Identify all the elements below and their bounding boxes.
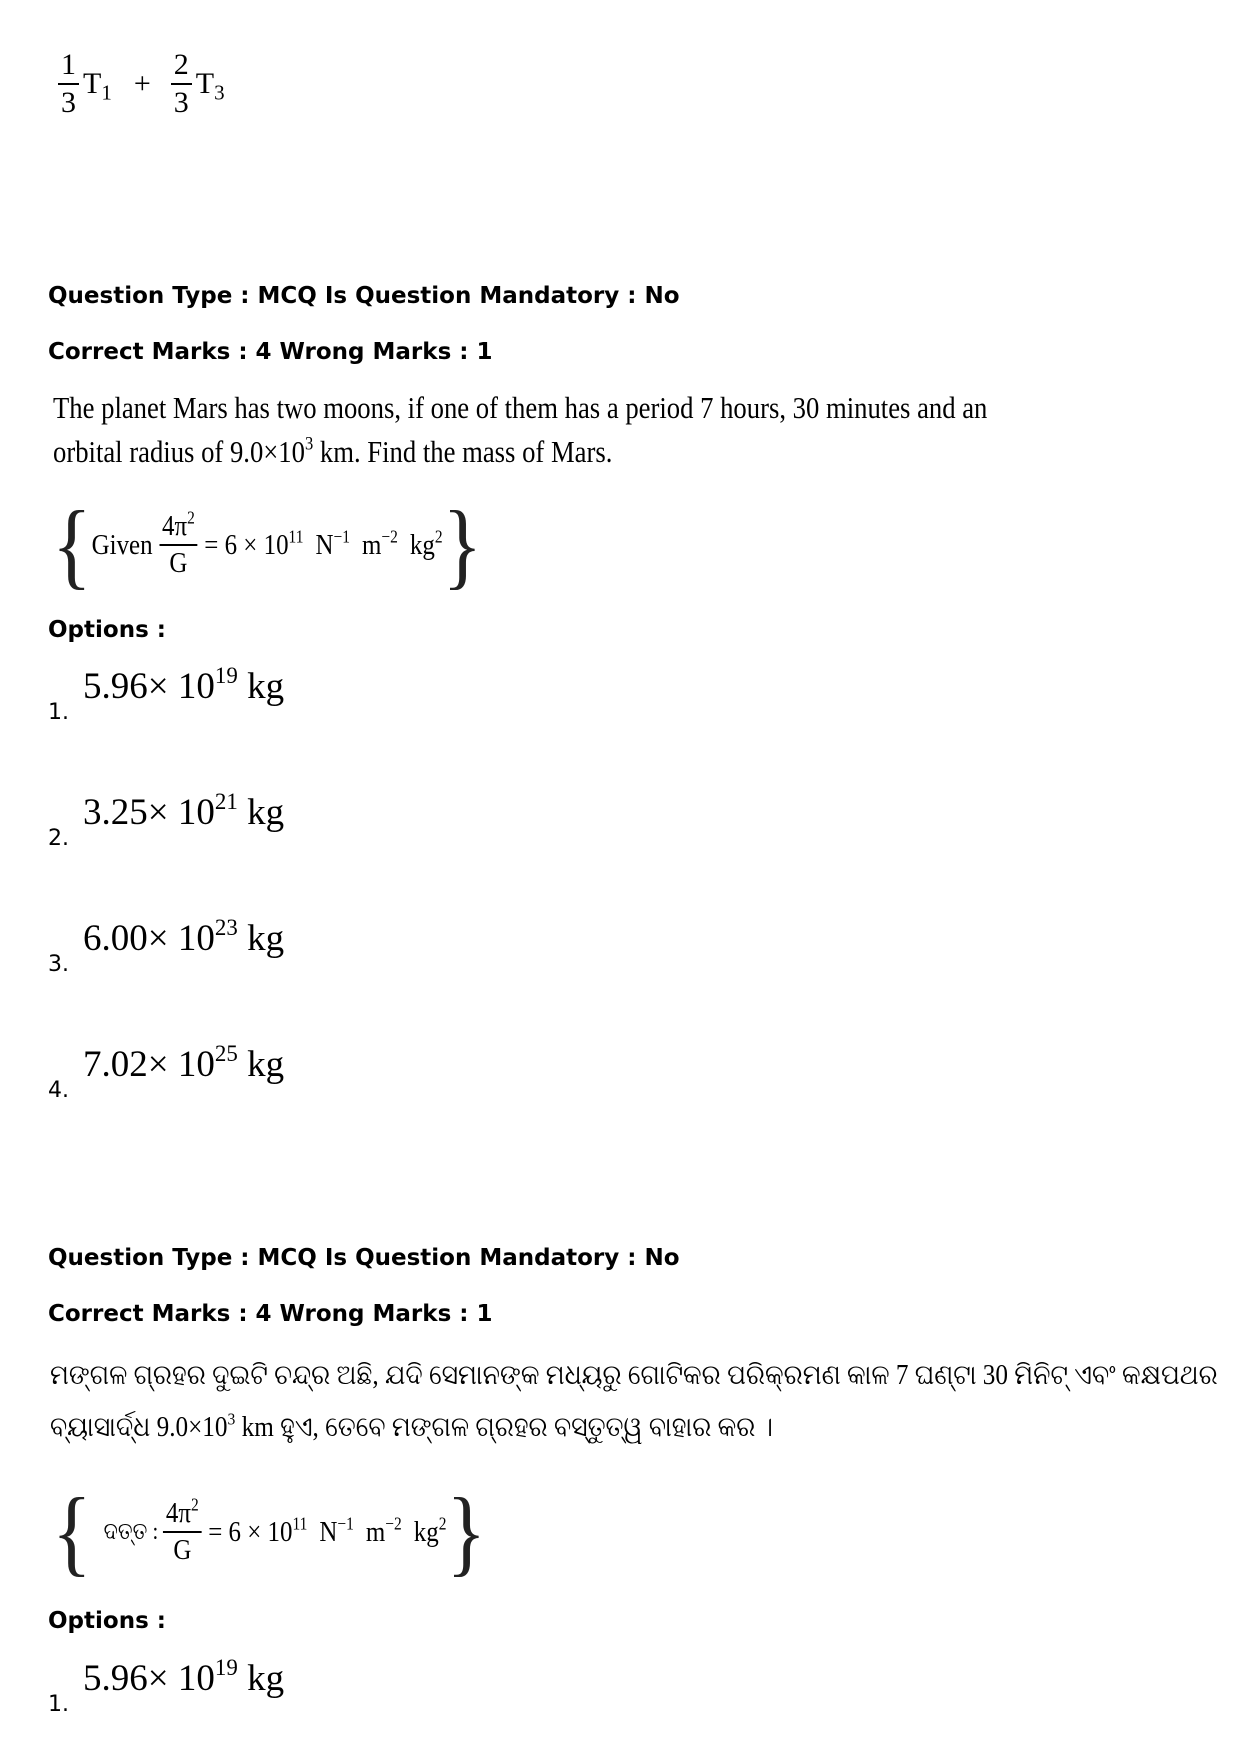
previous-option-formula: [58, 50, 225, 118]
unit-newton: $N^{-1}$: [319, 1512, 354, 1548]
plus-sign: +: [133, 67, 151, 100]
given-rhs: = $6 \times 10^{11}$: [208, 1512, 308, 1548]
unit-metre: $m^{-2}$: [365, 1512, 402, 1548]
term-t3: $T_3$: [195, 67, 225, 105]
fraction-denominator: G: [173, 1534, 192, 1566]
q1-options-label: Options :: [48, 617, 166, 643]
fraction-numerator: $4\pi^2$: [159, 512, 197, 546]
fraction-numerator: 2: [171, 50, 192, 85]
option-value: $7.02\times 10^{25}$ kg: [83, 1041, 285, 1085]
right-brace: }: [442, 491, 483, 598]
fraction-denominator: 3: [61, 86, 76, 119]
right-brace: }: [446, 1478, 487, 1585]
fraction-denominator: 3: [173, 86, 189, 119]
fraction-one-third: [58, 50, 79, 118]
q1-text-line-1: The planet Mars has two moons, if one of them has a period 7 hours, 30 minutes and an: [53, 390, 988, 425]
unit-metre: $m^{-2}$: [361, 525, 398, 561]
option-number: 1.: [48, 1692, 69, 1717]
unit-kilogram: $kg^2$: [413, 1512, 447, 1548]
q2-question-text: [50, 1350, 1218, 1454]
option-number: 3.: [48, 952, 69, 977]
q1-question-type: Question Type : MCQ Is Question Mandatory : No: [48, 283, 680, 309]
q1-marks: Correct Marks : 4 Wrong Marks : 1: [48, 339, 493, 365]
four-pi-squared-over-g: [163, 1494, 201, 1566]
option-value: $5.96\times 10^{19}$ kg: [83, 663, 285, 707]
unit-newton: $N^{-1}$: [315, 525, 350, 561]
left-brace: {: [52, 491, 92, 598]
q1-given-formula: [52, 491, 483, 598]
unit-kilogram: $kg^2$: [409, 525, 443, 561]
option-value: $3.25\times 10^{21}$ kg: [83, 789, 285, 833]
left-brace: {: [52, 1478, 92, 1585]
q2-question-type: Question Type : MCQ Is Question Mandatory : No: [48, 1245, 680, 1271]
option-value: $5.96\times 10^{19}$ kg: [83, 1655, 285, 1699]
q2-given-formula: [52, 1478, 487, 1585]
q1-question-text: [53, 386, 987, 474]
option-number: 2.: [48, 826, 69, 851]
given-label: Given: [91, 528, 153, 561]
fraction-two-thirds: [171, 50, 192, 118]
fraction-numerator: $4\pi^2$: [163, 1499, 201, 1533]
q2-text-line-1: ମଙ୍ଗଳ ଗ୍ରହର ଦୁଇଟି ଚନ୍ଦ୍ର ଅଛି, ଯଦି ସେମାନଙ୍କ ମଧ୍ୟରୁ ଗୋଟିକର ପରିକ୍ରମଣ କାଳ 7 ଘଣ୍ଟା 30 ମିନିଟ୍ ଏବଂ କକ୍ଷପଥର: [50, 1360, 1218, 1391]
fraction-denominator: G: [169, 547, 188, 579]
q2-options-label: Options :: [48, 1608, 166, 1634]
term-t1: $T_1$: [83, 67, 112, 105]
q2-marks: Correct Marks : 4 Wrong Marks : 1: [48, 1301, 493, 1327]
option-value: $6.00\times 10^{23}$ kg: [83, 915, 285, 959]
given-rhs: = $6 \times 10^{11}$: [204, 525, 304, 561]
fraction-numerator: 1: [58, 50, 79, 85]
q1-text-line-2: orbital radius of $9.0\times 10^3$ km. Find the mass of Mars.: [53, 433, 613, 469]
given-label: ଦତ୍ତ :: [103, 1518, 159, 1545]
option-number: 1.: [48, 700, 69, 725]
four-pi-squared-over-g: [159, 507, 197, 579]
q2-text-line-2: ବ୍ୟାସାର୍ଦ୍ଧ $9.0\times 10^3$ km ହୁଏ, ତେବେ ମଙ୍ଗଳ ଗ୍ରହର ବସ୍ତୁତ୍ୱ ବାହାର କର ।: [50, 1409, 773, 1443]
option-number: 4.: [48, 1078, 69, 1103]
